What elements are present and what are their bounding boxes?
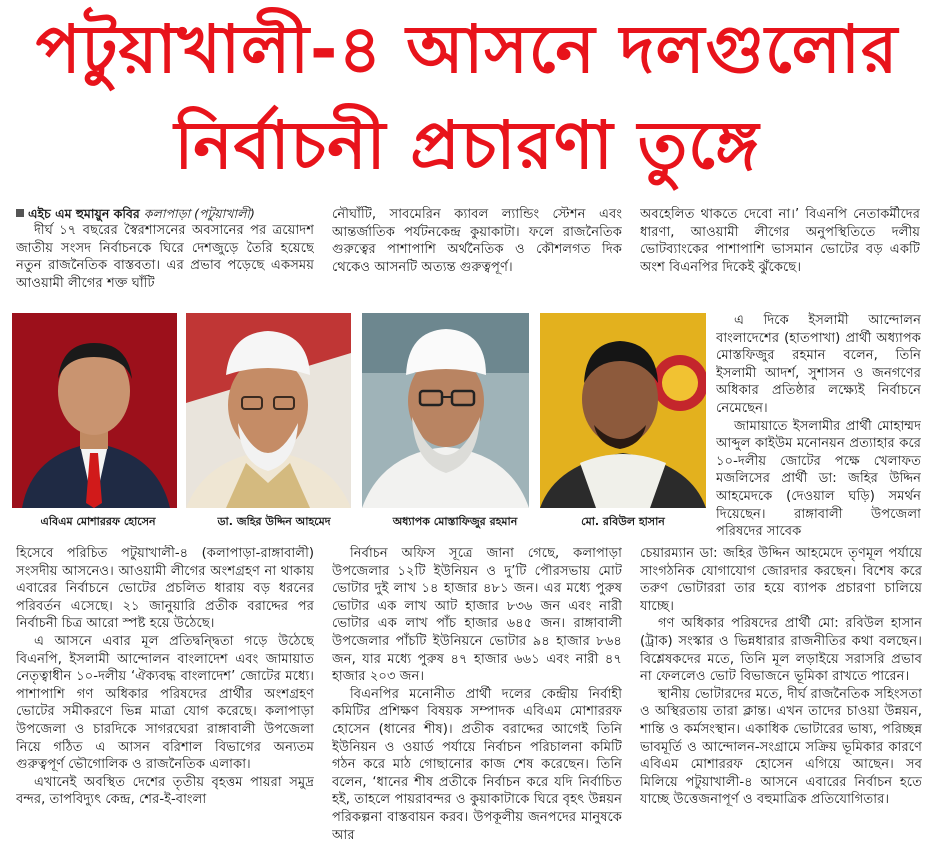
photo-caption: মো. রবিউল হাসান	[581, 515, 665, 528]
byline-author: এইচ এম হুমায়ুন কবির	[28, 206, 140, 221]
paragraph: অবহেলিত থাকতে দেবো না।’ বিএনপি নেতাকর্মীদের ধারণা, আওয়ামী লীগের অনুপস্থিতিতে দলীয় ভোটব্যাংকের পাশাপাশি ভাসমান ভোটের বড় একটি অংশ বিএনপির দিকেই ঝুঁকেছে।	[640, 207, 920, 275]
headline-line-2: নির্বাচনী প্রচারণা তুঙ্গে	[174, 107, 760, 184]
photo-caption: এবিএম মোশাররফ হোসেন	[40, 515, 156, 528]
paragraph: গণ অধিকার পরিষদের প্রার্থী মো: রবিউল হাসান (ট্রাক) সংস্কার ও ভিন্নধারার রাজনীতির কথা বলছেন। বিশ্লেষকদের মতে, তিনি মূল লড়াইয়ে সরাসরি প্রভাব না ফেললেও ভোট বিভাজনে ভূমিকা রাখতে পারেন।	[640, 616, 922, 685]
paragraph: চেয়ারম্যান ডা: জহির উদ্দিন আহমেদে তৃণমূল পর্যায়ে সাংগঠনিক যোগাযোগ জোরদার করছেন। বিশেষ করে তরুণ ভোটাররা তার হয়ে ব্যাপক প্রচারণা চালিয়ে যাচ্ছে।	[640, 546, 922, 614]
paragraph: এখানেই অবস্থিত দেশের তৃতীয় বৃহত্তম পায়রা সমুদ্র বন্দর, তাপবিদ্যুৎ কেন্দ্র, শের-ই-বাংলা	[16, 774, 314, 808]
photo-abm-mosharraf-hossain	[12, 313, 177, 508]
photo-rabiul-hasan	[540, 313, 706, 508]
column-3-top	[640, 206, 920, 310]
photo-mostafizur-rahman	[362, 313, 529, 508]
portrait-man-suit-red-tie-icon	[12, 313, 177, 508]
photo-caption: ডা. জহির উদ্দিন আহমেদ	[217, 515, 331, 528]
photo-zahir-uddin-ahmed	[186, 313, 351, 508]
paragraph: হিসেবে পরিচিত পটুয়াখালী-৪ (কলাপাড়া-রাঙ্গাবালী) সংসদীয় আসনেও। আওয়ামী লীগের অংশগ্রহণ না থাকায় এবারের নির্বাচনে ভোটের প্রচলিত ধারায় বড় ধরনের পরিবর্তন এসেছে। ২১ জানুয়ারি প্রতীক বরাদ্দের পর নির্বাচনী চিত্র আরো স্পষ্ট হয়ে উঠেছে।	[16, 546, 314, 632]
column-1-top	[16, 205, 314, 311]
portrait-man-white-cap-glasses-icon	[362, 313, 529, 508]
column-2-top	[332, 206, 622, 310]
column-3-mid	[716, 312, 921, 544]
portrait-man-white-cap-icon	[186, 313, 351, 508]
paragraph: জামায়াতে ইসলামীর প্রার্থী মোহাম্মদ আব্দুল কাইউম মনোনয়ন প্রত্যাহার করে ১০-দলীয় জোটের পক্ষে খেলাফত মজলিসের প্রার্থী ডা: জহির উদ্দিন আহমেদকে (দেওয়াল ঘড়ি) সমর্থন দিয়েছেন। রাঙ্গাবালী উপজেলা পরিষদের সাবেক	[716, 418, 921, 540]
paragraph: স্থানীয় ভোটারদের মতে, দীর্ঘ রাজনৈতিক সহিংসতা ও অস্থিরতায় তারা ক্লান্ত। এখন তাদের চাওয়া উন্নয়ন, শান্তি ও কর্মসংস্থান। একাধিক ভোটারের ভাষ্য, পরিচ্ছন্ন ভাবমূর্তি ও আন্দোলন-সংগ্রামে সক্রিয় ভূমিকার কারণে এবিএম মোশাররফ হোসেন এগিয়ে আছেন। সব মিলিয়ে পটুয়াখালী-৪ আসনে এবারের নির্বাচন হতে যাচ্ছে উত্তেজনাপূর্ণ ও বহুমাত্রিক প্রতিযোগিতার।	[640, 686, 922, 808]
byline-place: কলাপাড়া (পটুয়াখালী)	[143, 206, 255, 221]
paragraph: দীর্ঘ ১৭ বছরের স্বৈরশাসনের অবসানের পর ত্রয়োদশ জাতীয় সংসদ নির্বাচনকে ঘিরে দেশজুড়ে তৈরি হয়েছে নতুন রাজনৈতিক বাস্তবতা। এর প্রভাব পড়েছে একসময় আওয়ামী লীগের শক্ত ঘাঁটি	[16, 223, 314, 291]
paragraph: এ দিকে ইসলামী আন্দোলন বাংলাদেশের (হাতপাখা) প্রার্থী অধ্যাপক মোস্তফিজুর রহমান বলেন, তিনি ইসলামী আদর্শ, সুশাসন ও জনগণের অধিকার প্রতিষ্ঠার লক্ষ্যেই নির্বাচনে নেমেছেন।	[716, 313, 921, 416]
paragraph: এ আসনে এবার মূল প্রতিদ্বন্দ্বিতা গড়ে উঠেছে বিএনপি, ইসলামী আন্দোলন বাংলাদেশ এবং জামায়াত নেতৃত্বাধীন ১০-দলীয় ‘ঐক্যবদ্ধ বাংলাদেশ’ জোটের মধ্যে। পাশাপাশি গণ অধিকার পরিষদের প্রার্থীর অংশগ্রহণ ভোটের সমীকরণে ভিন্ন মাত্রা যোগ করেছে। কলাপাড়া উপজেলা ও চারদিকে সাগরঘেরা রাঙ্গাবালী উপজেলা নিয়ে গঠিত এ আসন বরিশাল বিভাগের অন্যতম গুরুত্বপূর্ণ ভৌগোলিক ও রাজনৈতিক এলাকা।	[16, 633, 314, 773]
headline	[0, 0, 934, 200]
photo-caption: অধ্যাপক মোস্তাফিজুর রহমান	[392, 515, 518, 528]
paragraph: নৌঘাঁটি, সাবমেরিন ক্যাবল ল্যান্ডিং স্টেশন এবং আন্তর্জাতিক পর্যটনকেন্দ্র কুয়াকাটা। ফলে রাজনৈতিক গুরুত্বের পাশাপাশি অর্থনৈতিক ও কৌশলগত দিক থেকেও আসনটি অত্যন্ত গুরুত্বপূর্ণ।	[332, 207, 622, 275]
portrait-man-scarf-icon	[540, 313, 706, 508]
paragraph: নির্বাচন অফিস সূত্রে জানা গেছে, কলাপাড়া উপজেলার ১২টি ইউনিয়ন ও দু’টি পৌরসভায় মোট ভোটার দুই লাখ ১৪ হাজার ৪৮১ জন। এর মধ্যে পুরুষ ভোটার এক লাখ আট হাজার ৮৩৬ জন এবং নারী ভোটার এক লাখ পাঁচ হাজার ৬৪৫ জন। রাঙ্গাবালী উপজেলার পাঁচটি ইউনিয়নে ভোটার ৯৪ হাজার ৮৬৪ জন, যার মধ্যে পুরুষ ৪৭ হাজার ৬৬১ এবং নারী ৪৭ হাজার ২০৩ জন।	[332, 546, 622, 685]
column-3-bottom	[640, 545, 922, 865]
column-2-bottom	[332, 545, 622, 865]
column-1-bottom	[16, 545, 314, 865]
byline-marker-icon	[16, 209, 24, 217]
paragraph: বিএনপির মনোনীত প্রার্থী দলের কেন্দ্রীয় নির্বাহী কমিটির প্রশিক্ষণ বিষয়ক সম্পাদক এবিএম মোশাররফ হোসেন (ধানের শীষ)। প্রতীক বরাদ্দের আগেই তিনি ইউনিয়ন ও ওয়ার্ড পর্যায়ে নির্বাচন পরিচালনা কমিটি গঠন করে মাঠ গোছানোর কাজ শেষ করেছেন। তিনি বলেন, ‘ধানের শীষ প্রতীকে নির্বাচন করে যদি নির্বাচিত হই, তাহলে পায়রাবন্দর ও কুয়াকাটাকে ঘিরে বৃহৎ উন্নয়ন পরিকল্পনা বাস্তবায়ন করব। উপকূলীয় জনপদের মানুষকে আর	[332, 686, 622, 843]
headline-line-1: পটুয়াখালী-৪ আসনে দলগুলোর	[35, 11, 899, 88]
byline	[16, 205, 314, 222]
